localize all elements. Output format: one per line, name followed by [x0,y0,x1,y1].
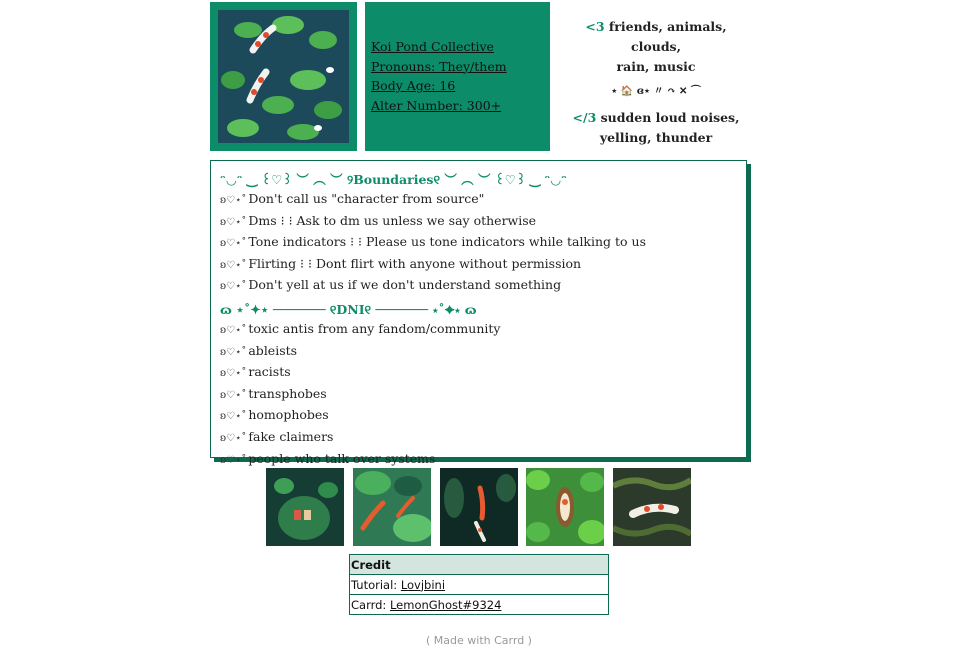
list-item: ʚ♡⋆˚ ableists [220,342,298,358]
made-with-carrd-link[interactable]: ( Made with Carrd ) [426,634,532,647]
profile-info [365,2,550,151]
list-item: ʚ♡⋆˚ Flirting ⁝ ⁝ Dont flirt with anyone without permission [220,255,582,271]
credit-table [349,554,609,615]
heart-bullet-icon: ʚ♡⋆˚ [220,368,247,380]
list-item: ʚ♡⋆˚ fake claimers [220,428,334,444]
table-row [350,595,609,615]
profile-pronouns[interactable]: Pronouns: They/them [371,58,507,74]
heart-bullet-icon: ʚ♡⋆˚ [220,389,247,401]
likes-line-1: friends, animals, clouds, [604,19,727,54]
decorative-emoji-row: ⋆ 🏠 ɞ⋆ 〃 ↷ ✕ ⌒ [611,86,701,97]
image-gallery [266,468,696,546]
carrd-credit-link[interactable]: LemonGhost#9324 [389,597,502,612]
heart-bullet-icon: ʚ♡⋆˚ [220,324,247,336]
credit-header: Credit [350,555,609,575]
list-item: ʚ♡⋆˚ toxic antis from any fandom/community [220,320,501,336]
profile-alter-number[interactable]: Alter Number: 300+ [371,97,502,113]
gallery-image-5[interactable] [613,468,691,546]
heart-bullet-icon: ʚ♡⋆˚ [220,411,247,423]
profile-name[interactable]: Koi Pond Collective [371,39,494,54]
heart-bullet-icon: ʚ♡⋆˚ [220,281,247,293]
dni-list [220,319,746,470]
heart-bullet-icon: ʚ♡⋆˚ [220,238,247,250]
likes-line-2: rain, music [616,59,696,74]
likes-dislikes [562,17,750,148]
dislikes-line-2: yelling, thunder [599,130,713,145]
table-row [350,575,609,595]
table-row [350,555,609,575]
gallery-image-4[interactable] [526,468,604,546]
credit-tutorial-cell: Tutorial: Lovjbini [350,575,609,595]
gallery-image-1[interactable] [266,468,344,546]
list-item: ʚ♡⋆˚ Tone indicators ⁝ ⁝ Please us tone indicators while talking to us [220,234,647,250]
dislikes-line-1: sudden loud noises, [596,110,740,125]
profile-avatar [210,2,357,151]
dislikes-text [562,108,750,148]
koi-pond-avatar-image [218,10,349,143]
heart-bullet-icon: ʚ♡⋆˚ [220,195,247,206]
list-item: ʚ♡⋆˚ Don't call us "character from source" [220,191,485,206]
heart-bullet-icon: ʚ♡⋆˚ [220,346,247,358]
list-item: ʚ♡⋆˚ racists [220,364,291,380]
list-item: ʚ♡⋆˚ homophobes [220,407,329,423]
dni-heading: ɷ ⋆˚✦⋆ ─────── ୧DNI୧ ─────── ⋆˚✦⋆ ɷ [220,301,477,317]
list-item: ʚ♡⋆˚ Don't yell at us if we don't understand something [220,277,562,293]
heart-bullet-icon: ʚ♡⋆˚ [220,259,247,271]
profile-body-age[interactable]: Body Age: 16 [371,78,456,93]
heart-bullet-icon: ʚ♡⋆˚ [220,454,247,466]
boundaries-heading: ᵔ◡ᵔ ‿ ꒰♡꒱ ︶ ︵ ︶ ୨Boundaries୧ ︶ ︵ ︶ ꒰♡꒱ ‿ ᵔ◡ᵔ [220,172,567,187]
boundaries-list [220,189,746,297]
credit-carrd-cell: Carrd: LemonGhost#9324 [350,595,609,615]
profile-header [210,2,750,151]
gallery-image-2[interactable] [353,468,431,546]
boundaries-panel [210,160,747,466]
tutorial-credit-link[interactable]: Lovjbini [400,577,446,592]
likes-text [562,17,750,77]
heart-bullet-icon: ʚ♡⋆˚ [220,432,247,444]
list-item: ʚ♡⋆˚ transphobes [220,385,327,401]
gallery-image-3[interactable] [440,468,518,546]
list-item: ʚ♡⋆˚ people who talk over systems [220,450,436,466]
list-item: ʚ♡⋆˚ Dms ⁝ ⁝ Ask to dm us unless we say otherwise [220,212,537,228]
heart-bullet-icon: ʚ♡⋆˚ [220,216,247,228]
broken-heart-icon: </3 [572,110,597,125]
heart-icon: <3 [585,19,605,34]
